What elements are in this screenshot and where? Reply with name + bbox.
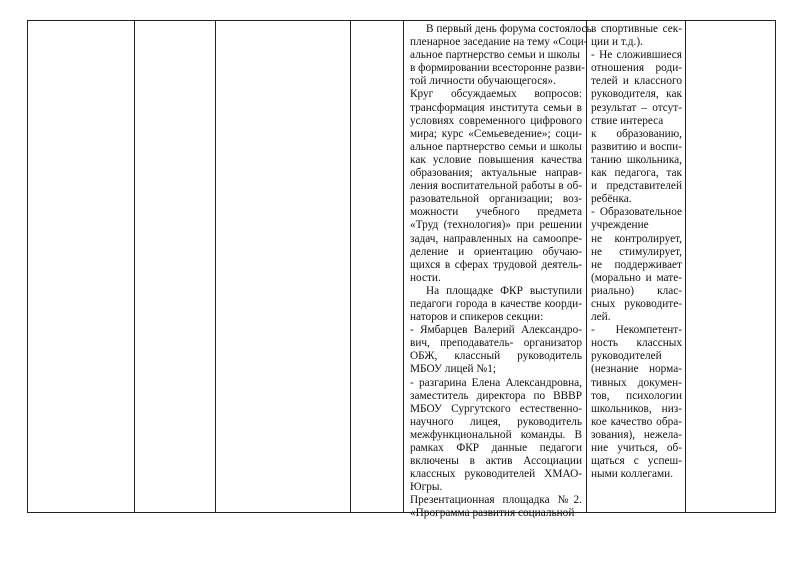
text-line: танию школьника, bbox=[591, 153, 682, 166]
text-line: и представителей bbox=[591, 180, 682, 193]
text-line: Презентационная площадка №2. bbox=[410, 494, 582, 507]
text-line: не стимулирует, bbox=[591, 245, 682, 258]
text-line: руководителей bbox=[591, 350, 662, 363]
text-line: ными коллегами. bbox=[591, 468, 674, 481]
text-line: ребёнка. bbox=[591, 193, 632, 206]
text-line: научного лицея, руководитель bbox=[410, 415, 582, 428]
text-line: ние учиться, об- bbox=[591, 442, 682, 454]
text-line: включены в актив Ассоциации bbox=[410, 455, 582, 468]
text-line: «Труд (технология)» при решении bbox=[410, 219, 582, 232]
text-line: мира; курс «Семьеведение»; соци- bbox=[410, 127, 582, 140]
text-line: - разгарина Елена Александровна, bbox=[410, 376, 582, 389]
text-line: ности. bbox=[410, 271, 441, 284]
text-line: (морально и мате- bbox=[591, 271, 682, 284]
text-line: не поддерживает bbox=[591, 258, 682, 271]
text-line: как условие повышения качества bbox=[410, 153, 582, 166]
problems-cell bbox=[591, 23, 682, 481]
text-line: Круг обсуждаемых вопросов: bbox=[410, 88, 582, 101]
text-line: можности учебного предмета bbox=[410, 206, 582, 219]
text-line: - Некомпетент- bbox=[591, 324, 682, 337]
text-line: заместитель директора по ВВВР bbox=[410, 389, 582, 402]
text-line: «Программа развития социальной bbox=[410, 507, 575, 520]
text-line: образования; актуальные направ- bbox=[410, 167, 582, 180]
text-line: трансформация института семьи в bbox=[410, 101, 582, 114]
text-line: телей и классного bbox=[591, 75, 682, 88]
text-line: зования), нежела- bbox=[591, 428, 682, 441]
column-divider bbox=[685, 21, 686, 512]
text-line: не контролирует, bbox=[591, 232, 682, 245]
text-line: - Образовательное bbox=[591, 206, 682, 219]
text-line: - Ямбарцев Валерий Александро- bbox=[410, 324, 582, 337]
column-divider bbox=[350, 21, 351, 512]
text-line: лей. bbox=[591, 311, 611, 324]
text-line: тов, психологии bbox=[591, 389, 682, 402]
text-line: в спортивные сек- bbox=[591, 23, 682, 35]
text-line: щаться с успеш- bbox=[591, 455, 682, 468]
text-line: В первый день форума состоялось bbox=[426, 23, 592, 35]
text-line: пленарное заседание на тему «Соци- bbox=[410, 36, 588, 49]
text-line: той личности обучающегося». bbox=[410, 75, 556, 88]
text-line: задач, направленных на самоопре- bbox=[410, 232, 582, 245]
text-line: наторов и спикеров секции: bbox=[410, 311, 544, 324]
events-description-cell bbox=[410, 23, 592, 521]
column-divider bbox=[403, 21, 404, 512]
text-line: как педагога, так bbox=[591, 167, 682, 180]
text-line: развитию и воспи- bbox=[591, 140, 682, 153]
text-line: МБОУ Сургутского естественно- bbox=[410, 402, 582, 415]
text-line: щихся в сферах трудовой деятель- bbox=[410, 258, 582, 271]
text-line: альное партнерство семьи и школы bbox=[410, 140, 582, 153]
text-line: условиях современного цифрового bbox=[410, 114, 582, 127]
text-line: вич, преподаватель- организатор bbox=[410, 337, 582, 350]
text-line: в формировании всесторонне разви- bbox=[410, 62, 585, 75]
text-line: результат – отсут- bbox=[591, 101, 682, 114]
column-divider bbox=[586, 21, 587, 512]
text-line: к образованию, bbox=[591, 127, 682, 140]
text-line: ность классных bbox=[591, 337, 682, 350]
text-line: сных руководите- bbox=[591, 297, 682, 310]
text-line: альное партнерство семьи и школы bbox=[410, 49, 581, 62]
text-line: На площадке ФКР выступили bbox=[426, 284, 582, 297]
text-line: межфункциональной команды. В bbox=[410, 428, 582, 441]
text-line: педагоги города в качестве коорди- bbox=[410, 297, 582, 310]
text-line: (незнание норма- bbox=[591, 363, 682, 376]
text-line: рамках ФКР данные педагоги bbox=[410, 442, 582, 454]
text-line: кое качество обра- bbox=[591, 415, 682, 428]
column-divider bbox=[134, 21, 135, 512]
column-divider bbox=[215, 21, 216, 512]
text-line: учреждение bbox=[591, 219, 649, 232]
text-line: отношения роди- bbox=[591, 62, 682, 75]
text-line: Югры. bbox=[410, 481, 443, 494]
text-line: ОБЖ, классный руководитель bbox=[410, 350, 582, 363]
text-line: ции и т.д.). bbox=[591, 36, 643, 49]
text-line: ствие интереса bbox=[591, 114, 664, 127]
text-line: разовательной организации; воз- bbox=[410, 193, 582, 206]
text-line: - Не сложившиеся bbox=[591, 49, 682, 62]
text-line: руководителя, как bbox=[591, 88, 682, 101]
text-line: классных руководителей ХМАО- bbox=[410, 468, 582, 481]
text-line: МБОУ лицей №1; bbox=[410, 363, 496, 376]
text-line: тивных докумен- bbox=[591, 376, 682, 389]
report-table bbox=[27, 20, 776, 520]
text-line: риально) клас- bbox=[591, 284, 682, 297]
text-line: ления воспитательной работы в об- bbox=[410, 180, 582, 193]
text-line: деление и ориентацию обучаю- bbox=[410, 245, 582, 258]
text-line: школьников, низ- bbox=[591, 402, 682, 415]
